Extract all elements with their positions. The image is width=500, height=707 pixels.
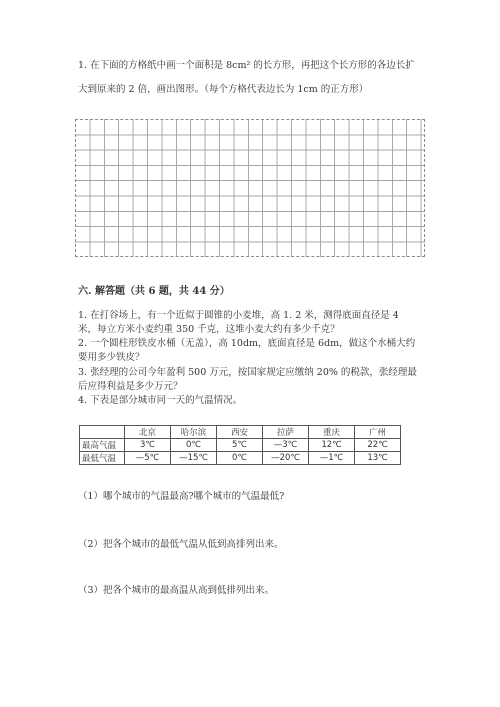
problem-4-text: 4. 下表是部分城市同一天的气温情况。 — [78, 395, 243, 406]
low-temp-cell: —20℃ — [263, 452, 309, 465]
low-temp-cell: —5℃ — [125, 452, 171, 465]
table-header-row — [80, 426, 401, 439]
row-label-low: 最低气温 — [80, 452, 125, 465]
city-header: 哈尔滨 — [171, 426, 217, 439]
city-header: 北京 — [125, 426, 171, 439]
square-grid-paper[interactable] — [75, 119, 425, 257]
section-6-title: 六. 解答题（共 6 题，共 44 分） — [78, 286, 230, 297]
low-temp-cell: 0℃ — [217, 452, 263, 465]
high-temp-cell: 3℃ — [125, 439, 171, 452]
high-temp-cell: 5℃ — [217, 439, 263, 452]
row-label-high: 最高气温 — [80, 439, 125, 452]
low-temp-cell: 13℃ — [355, 452, 401, 465]
high-temp-cell: 0℃ — [171, 439, 217, 452]
city-header: 重庆 — [309, 426, 355, 439]
q1-text-line1: 1. 在下面的方格纸中画一个面积是 8cm² 的长方形，再把这个长方形的各边长扩 — [78, 60, 415, 71]
problem-3-line2: 后应得利益是多少万元？ — [78, 381, 183, 392]
city-header: 西安 — [217, 426, 263, 439]
high-temp-cell: 22℃ — [355, 439, 401, 452]
problem-1-line2: 米，每立方米小麦约重 350 千克，这堆小麦大约有多少千克？ — [78, 324, 340, 335]
table-row-low — [80, 452, 401, 465]
problem-3-line1: 3. 张经理的公司今年盈利 500 万元，按国家规定应缴纳 20% 的税款，张经理最 — [78, 367, 417, 378]
table-corner-cell — [80, 426, 125, 439]
low-temp-cell: —15℃ — [171, 452, 217, 465]
problem-2-line2: 要用多少铁皮？ — [78, 352, 145, 363]
subquestion-3: （3）把各个城市的最高温从高到低排列出来。 — [78, 585, 275, 596]
high-temp-cell: 12℃ — [309, 439, 355, 452]
city-header: 广州 — [355, 426, 401, 439]
city-header: 拉萨 — [263, 426, 309, 439]
problem-1-line1: 1. 在打谷场上，有一个近似于圆锥的小麦堆，高 1. 2 米，测得底面直径是 4 — [78, 310, 399, 321]
low-temp-cell: —1℃ — [309, 452, 355, 465]
high-temp-cell: —3℃ — [263, 439, 309, 452]
subquestion-2: （2）把各个城市的最低气温从低到高排列出来。 — [78, 539, 284, 550]
temperature-table — [79, 425, 401, 465]
subquestion-1: （1）哪个城市的气温最高?哪个城市的气温最低? — [78, 491, 285, 502]
q1-text-line2: 大到原来的 2 倍，画出图形。（每个方格代表边长为 1cm 的正方形） — [78, 84, 369, 95]
table-row-high — [80, 439, 401, 452]
problem-2-line1: 2. 一个圆柱形铁皮水桶（无盖），高 10dm，底面直径是 6dm，做这个水桶大约 — [78, 338, 416, 349]
